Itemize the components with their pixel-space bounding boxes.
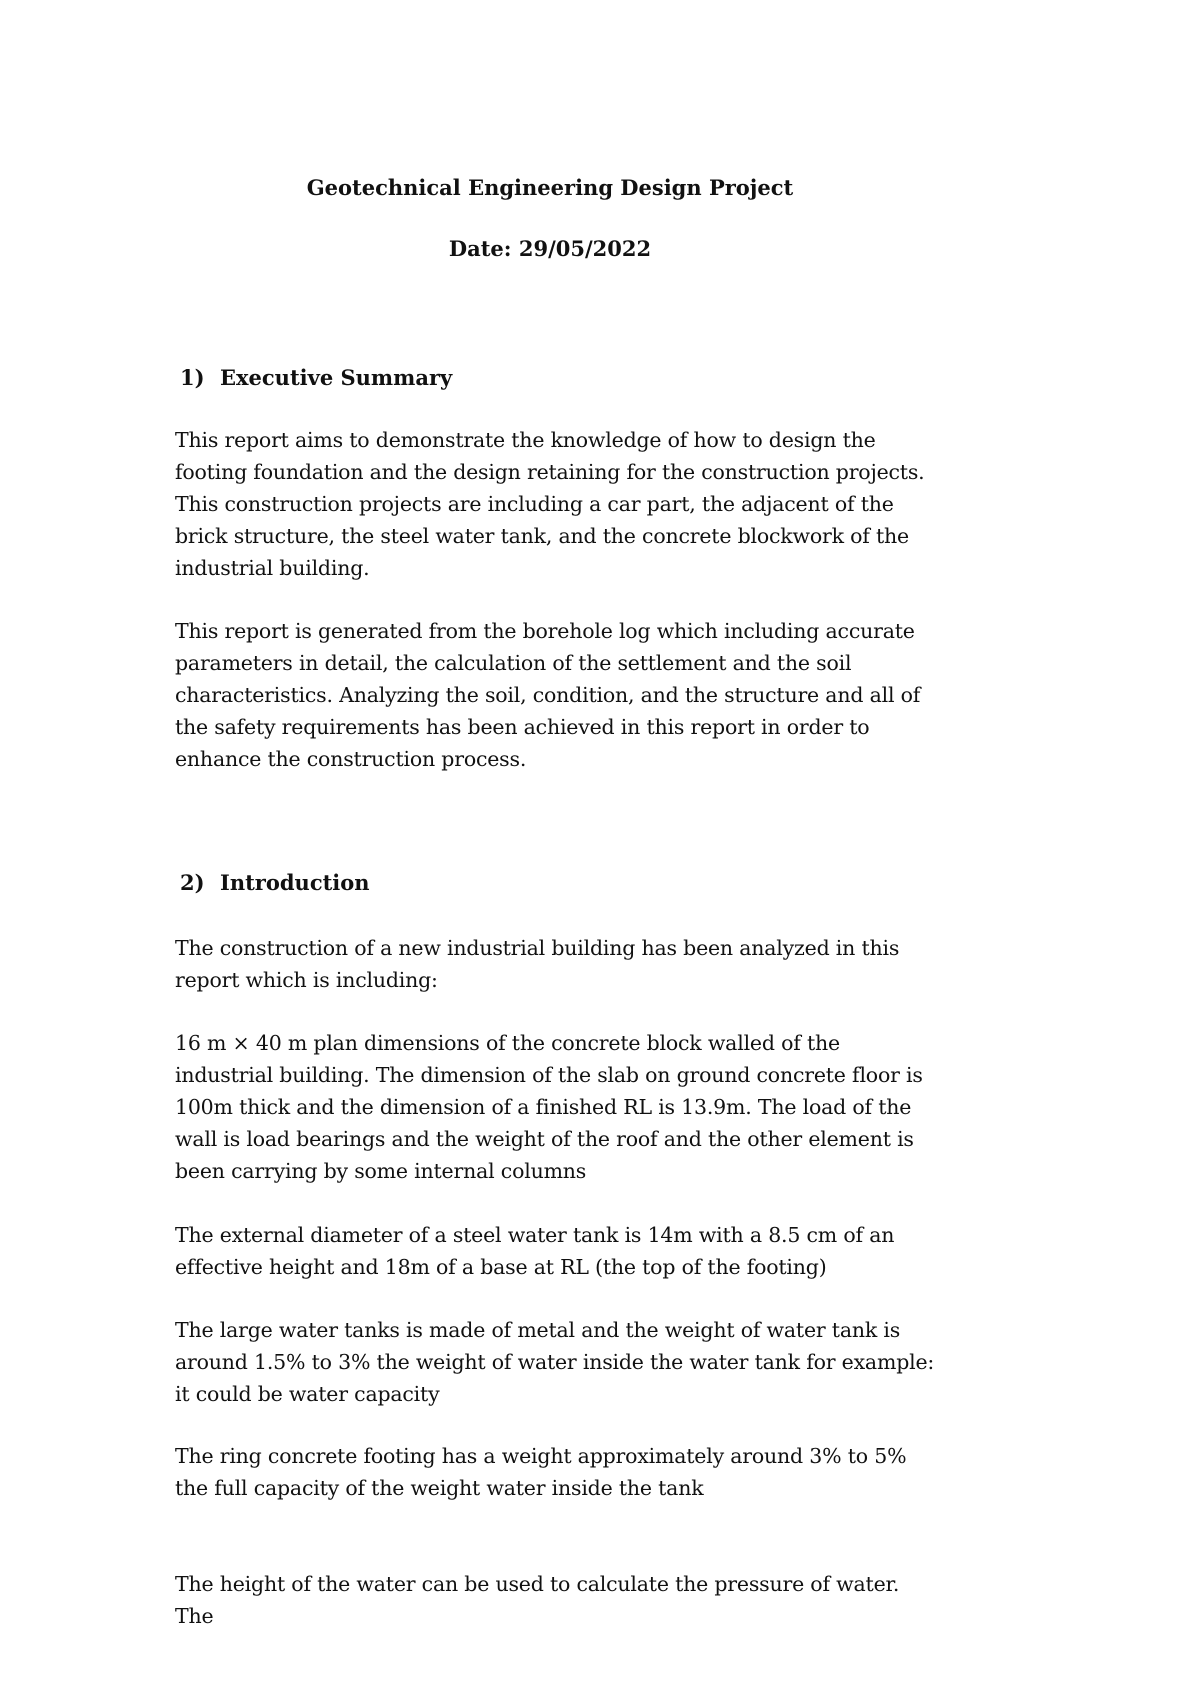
- paragraph: The large water tanks is made of metal and the weight of water tank is around 1.5% to 3% the weight of water inside the water tank for example: it could be water capacity: [175, 1318, 935, 1406]
- paragraph: 16 m × 40 m plan dimensions of the concrete block walled of the industrial building. The dimension of the slab on ground concrete floor is 100m thick and the dimension of a finished RL is 13.9m. The load of the wall is load bearings and the weight of the roof and the other element is been carrying by some internal columns: [175, 1031, 923, 1183]
- section-title: Executive Summary: [220, 365, 453, 390]
- paragraph: The ring concrete footing has a weight approximately around 3% to 5% the full capacity of the weight water inside the tank: [175, 1444, 907, 1500]
- paragraph: This report aims to demonstrate the knowledge of how to design the footing foundation and the design retaining for the construction projects. This construction projects are including a car part, the adjacent of the brick structure, the steel water tank, and the concrete blockwork of the industrial building.: [175, 428, 925, 580]
- document-date: Date: 29/05/2022: [448, 236, 652, 261]
- section-heading-executive-summary: [180, 365, 452, 390]
- section-heading-introduction: [180, 870, 370, 895]
- paragraph: The height of the water can be used to calculate the pressure of water. The: [175, 1572, 900, 1628]
- document-title: Geotechnical Engineering Design Project: [306, 175, 794, 200]
- section-number: 1): [180, 365, 205, 390]
- paragraph: This report is generated from the borehole log which including accurate parameters in detail, the calculation of the settlement and the soil characteristics. Analyzing the soil, condition, and the structure and all of the safety requirements has been achieved in this report in order to enhance the construction process.: [175, 619, 921, 771]
- paragraph: The construction of a new industrial building has been analyzed in this report which is including:: [175, 936, 900, 992]
- paragraph: The external diameter of a steel water tank is 14m with a 8.5 cm of an effective height and 18m of a base at RL (the top of the footing): [175, 1223, 895, 1279]
- section-title: Introduction: [220, 870, 370, 895]
- section-number: 2): [180, 870, 205, 895]
